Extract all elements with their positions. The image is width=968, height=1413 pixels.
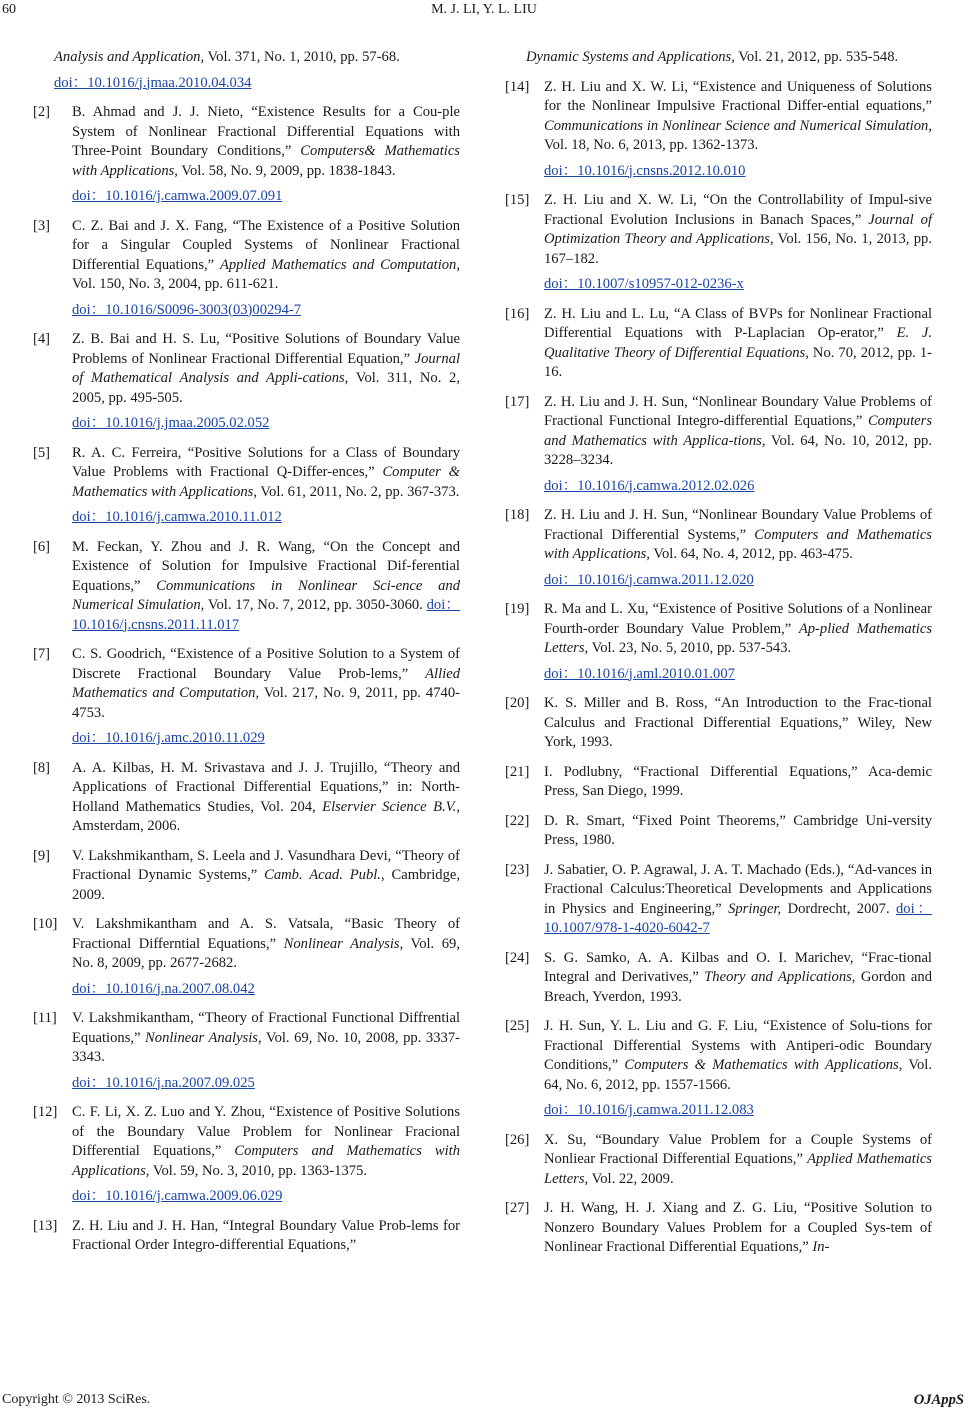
reference-number: [11]: [33, 1010, 57, 1026]
reference-text: Vol. 64, No. 6, 2012, pp. 1557-1566.: [544, 1057, 932, 1093]
reference-entry: [33, 1103, 460, 1207]
reference-text: Vol. 371, No. 1, 2010, pp. 57-68.: [204, 49, 400, 65]
doi-link[interactable]: doi：10.1016/j.na.2007.09.025: [72, 1074, 255, 1091]
reference-source: Communications in Nonlinear Science and Numerical Simulation: [544, 117, 929, 134]
running-header-authors: M. J. LI, Y. L. LIU: [431, 2, 537, 17]
reference-source: Computers& Mathematics with Applications,: [72, 143, 460, 179]
reference-text: V. Lakshmikantham, “Theory of Fractional Functional Diffrential Equations,”: [72, 1010, 460, 1046]
doi-link[interactable]: doi：10.1016/j.na.2007.08.042: [72, 980, 255, 997]
reference-number: [13]: [33, 1217, 58, 1234]
reference-text: Z. H. Liu and X. W. Li, “On the Controllability of Impul-sive Fractional Evolution Inclusions in Banach Spaces,”: [544, 192, 932, 228]
reference-entry: [33, 538, 460, 636]
reference-number: [10]: [33, 916, 58, 932]
reference-text: V. Lakshmikantham, S. Leela and J. Vasundhara Devi, “Theory of Fractional Dynamic Systems,”: [72, 847, 460, 883]
reference-number: [18]: [505, 507, 530, 523]
reference-number: [20]: [505, 695, 530, 711]
reference-text: M. Feckan, Y. Zhou and J. R. Wang, “On the Concept and Existence of Solution for Impulsive Fractional Dif-ferential Equations,”: [72, 538, 460, 594]
reference-text: Z. H. Liu and J. H. Sun, “Nonlinear Boundary Value Problems of Fractional Functional Integro-differential Equations,”: [544, 393, 932, 429]
reference-text: J. H. Wang, H. J. Xiang and Z. G. Liu, “Positive Solution to Nonzero Boundary Values Problem for a Coupled Sys-tem of Nonlinear Fractional Differential Equations,”: [544, 1200, 932, 1255]
doi-link[interactable]: doi：10.1016/j.camwa.2010.11.012: [72, 509, 282, 525]
reference-text: J. H. Sun, Y. L. Liu and G. F. Liu, “Existence of Solu-tions for Fractional Differential Systems with Antiperi-odic Boundary Conditions,”: [544, 1018, 932, 1073]
doi-link[interactable]: doi：10.1007/978-1-4020-6042-7: [544, 900, 932, 936]
reference-number: [15]: [505, 192, 530, 208]
reference-source: In-: [812, 1239, 830, 1255]
reference-text: X. Su, “Boundary Value Problem for a Couple Systems of Nonliear Fractional Differential Equations,”: [544, 1131, 932, 1167]
doi-link[interactable]: doi：10.1007/s10957-012-0236-x: [544, 276, 744, 292]
reference-entry: [505, 812, 932, 851]
reference-text: B. Ahmad and J. J. Nieto, “Existence Results for a Cou-ple System of Nonlinear Fractional Differential Equations with Three-Point Boundary Conditions,”: [72, 104, 460, 159]
reference-number: [12]: [33, 1104, 58, 1120]
reference-text: Z. H. Liu and J. H. Han, “Integral Boundary Value Prob-lems for Fractional Order Integro-differential Equations,”: [72, 1217, 460, 1253]
doi-link[interactable]: doi：10.1016/j.camwa.2012.02.026: [544, 477, 755, 494]
reference-source: Computer & Mathematics with Applications,: [72, 464, 460, 500]
reference-text: Vol. 69, No. 10, 2008, pp. 3337-3343.: [72, 1029, 460, 1065]
reference-entry: [505, 600, 932, 684]
reference-source: Elservier Science B.V.: [322, 798, 457, 815]
reference-number: [5]: [33, 444, 51, 461]
reference-text: Z. H. Liu and J. H. Sun, “Nonlinear Boundary Value Problems of Fractional Differential Systems,”: [544, 507, 932, 543]
reference-number: [4]: [33, 331, 51, 347]
reference-number: [23]: [505, 861, 530, 878]
reference-source: Journal of Optimization Theory and Applications: [544, 211, 932, 247]
reference-source: Theory and Applications,: [704, 969, 856, 985]
reference-text: Vol. 23, No. 5, 2010, pp. 537-543.: [588, 640, 792, 656]
reference-source: Computers and Mathematics with Applications,: [72, 1143, 460, 1179]
reference-text: , Cambridge, 2009.: [72, 867, 460, 903]
reference-text: Vol. 217, No. 9, 2011, pp. 4740-4753.: [72, 685, 460, 721]
doi-link[interactable]: doi：10.1016/j.camwa.2011.12.083: [544, 1102, 754, 1118]
reference-number: [19]: [505, 601, 530, 617]
doi-link[interactable]: doi：10.1016/j.camwa.2011.12.020: [544, 571, 754, 588]
reference-source: Communications in Nonlinear Sci-ence and Numerical Simulation,: [72, 577, 460, 613]
reference-text: I. Podlubny, “Fractional Differential Equations,” Aca-demic Press, San Diego, 1999.: [544, 763, 932, 799]
reference-entry: [505, 1199, 932, 1258]
reference-entry: [33, 217, 460, 321]
reference-entry: [505, 861, 932, 939]
references-column-left: [33, 48, 460, 1266]
reference-entry: [33, 103, 460, 207]
reference-entry: [54, 48, 460, 93]
reference-number: [27]: [505, 1200, 530, 1216]
reference-text: J. Sabatier, O. P. Agrawal, J. A. T. Machado (Eds.), “Ad-vances in Fractional Calculus:Theoretical Developments and Applications in Physics and Engineering,”: [544, 861, 932, 917]
reference-source: Springer,: [728, 900, 782, 917]
reference-number: [9]: [33, 847, 51, 864]
reference-text: Vol. 61, 2011, No. 2, pp. 367-373.: [256, 483, 460, 500]
doi-link[interactable]: doi：10.1016/j.amc.2010.11.029: [72, 730, 265, 746]
doi-link[interactable]: doi：10.1016/S0096-3003(03)00294-7: [72, 301, 302, 318]
reference-text: Vol. 69, No. 8, 2009, pp. 2677-2682.: [72, 935, 460, 971]
reference-source: Applied Mathematics Letters: [544, 1151, 932, 1187]
reference-text: , Vol. 156, No. 1, 2013, pp. 167–182.: [544, 231, 932, 267]
reference-entry: [33, 847, 460, 906]
reference-text: , Amsterdam, 2006.: [72, 798, 460, 834]
reference-text: , Vol. 22, 2009.: [584, 1170, 674, 1187]
reference-number: [26]: [505, 1131, 530, 1148]
reference-number: [16]: [505, 305, 530, 322]
reference-source: Nonlinear Analysis,: [145, 1029, 262, 1046]
doi-link[interactable]: doi：10.1016/j.jmaa.2010.04.034: [54, 74, 252, 91]
reference-text: , Vol. 64, No. 10, 2012, pp. 3228–3234.: [544, 432, 932, 468]
reference-source: Ap-plied Mathematics Letters,: [544, 620, 933, 656]
reference-source: Computers and Mathematics with Applica-tions: [544, 413, 932, 449]
reference-text: Vol. 311, No. 2, 2005, pp. 495-505.: [72, 370, 460, 406]
reference-text: Vol. 59, No. 3, 2010, pp. 1363-1375.: [149, 1162, 368, 1179]
reference-entry: [505, 506, 932, 590]
doi-link[interactable]: doi：10.1016/j.camwa.2009.06.029: [72, 1188, 283, 1204]
reference-text: Z. B. Bai and H. S. Lu, “Positive Solutions of Boundary Value Problems of Nonlinear Fractional Differential Equation,”: [72, 331, 460, 367]
reference-number: [2]: [33, 104, 51, 120]
reference-number: [22]: [505, 812, 530, 829]
reference-text: Vol. 21, 2012, pp. 535-548.: [734, 49, 899, 65]
reference-text: R. A. C. Ferreira, “Positive Solutions for a Class of Boundary Value Problems with Fractional Q-Differ-ences,”: [72, 444, 460, 480]
references-column-right: [505, 48, 932, 1268]
reference-text: V. Lakshmikantham and A. S. Vatsala, “Basic Theory of Fractional Differntial Equations,”: [72, 916, 460, 952]
reference-text: Vol. 64, No. 4, 2012, pp. 463-475.: [649, 546, 853, 562]
reference-source: Analysis and Application,: [54, 49, 205, 65]
reference-entry: [526, 48, 932, 68]
reference-text: , Vol. 18, No. 6, 2013, pp. 1362-1373.: [544, 117, 932, 153]
reference-number: [3]: [33, 217, 51, 234]
reference-source: Computers & Mathematics with Applications,: [624, 1057, 903, 1073]
reference-entry: [505, 191, 932, 295]
reference-entry: [33, 1009, 460, 1093]
reference-text: C. Z. Bai and J. X. Fang, “The Existence of a Positive Solution for a Singular Coupled Systems of Nonlinear Fractional Differential Equations,”: [72, 217, 460, 273]
reference-source: E. J. Qualitative Theory of Differential Equations: [544, 325, 933, 361]
doi-link[interactable]: doi：10.1016/j.camwa.2009.07.091: [72, 188, 283, 204]
reference-number: [24]: [505, 949, 530, 966]
reference-entry: [33, 1217, 460, 1256]
reference-entry: [505, 1017, 932, 1121]
doi-link[interactable]: doi：10.1016/j.jmaa.2005.02.052: [72, 415, 270, 431]
doi-link[interactable]: doi：10.1016/j.aml.2010.01.007: [544, 665, 735, 682]
reference-source: Allied Mathematics and Computation,: [72, 665, 460, 701]
reference-text: S. G. Samko, A. A. Kilbas and O. I. Marichev, “Frac-tional Integral and Derivatives,”: [544, 949, 932, 985]
reference-number: [7]: [33, 646, 51, 662]
journal-footer: OJAppS: [913, 1392, 964, 1408]
reference-text: Vol. 150, No. 3, 2004, pp. 611-621.: [72, 276, 279, 292]
reference-entry: [33, 915, 460, 999]
reference-source: Camb. Acad. Publ.: [264, 867, 381, 883]
doi-link[interactable]: doi：10.1016/j.cnsns.2012.10.010: [544, 162, 746, 179]
copyright-footer: Copyright © 2013 SciRes.: [2, 1392, 151, 1407]
reference-text: , No. 70, 2012, pp. 1-16.: [544, 344, 933, 380]
doi-link[interactable]: doi：10.1016/j.cnsns.2011.11.017: [72, 597, 461, 633]
reference-text: Gordon and Breach, Yverdon, 1993.: [544, 969, 932, 1005]
reference-entry: [33, 330, 460, 434]
reference-text: C. F. Li, X. Z. Luo and Y. Zhou, “Existence of Positive Solutions of the Boundary Value Problem for Nonlinear Fracional Differential Equations,”: [72, 1104, 460, 1159]
reference-text: A. A. Kilbas, H. M. Srivastava and J. J. Trujillo, “Theory and Applications of Fractional Differential Equations,” in: North-Holland Mathematics Studies, Vol. 204,: [72, 759, 460, 815]
reference-text: Vol. 58, No. 9, 2009, pp. 1838-1843.: [177, 162, 396, 179]
reference-entry: [33, 444, 460, 528]
reference-entry: [505, 949, 932, 1008]
reference-text: Z. H. Liu and X. W. Li, “Existence and Uniqueness of Solutions for the Nonlinear Impulsive Fractional Differ-ential equations,”: [544, 78, 932, 114]
reference-entry: [33, 759, 460, 837]
reference-text: K. S. Miller and B. Ross, “An Introduction to the Frac-tional Calculus and Fractional Differential Equations,” Wiley, New York, 1993.: [544, 695, 932, 750]
reference-source: Applied Mathematics and Computation,: [219, 256, 461, 273]
reference-number: [6]: [33, 538, 51, 555]
reference-text: D. R. Smart, “Fixed Point Theorems,” Cambridge Uni-versity Press, 1980.: [544, 812, 932, 848]
reference-entry: [505, 1131, 932, 1190]
reference-number: [14]: [505, 78, 530, 95]
reference-entry: [505, 694, 932, 753]
reference-source: Dynamic Systems and Applications,: [526, 49, 735, 65]
page-number: 60: [2, 2, 16, 17]
reference-number: [8]: [33, 759, 51, 776]
reference-source: Nonlinear Analysis,: [283, 935, 404, 952]
reference-source: Journal of Mathematical Analysis and Appli-cations,: [72, 350, 460, 386]
reference-entry: [33, 645, 460, 749]
reference-text: Vol. 17, No. 7, 2012, pp. 3050-3060.: [204, 597, 423, 613]
reference-entry: [505, 78, 932, 182]
reference-text: Z. H. Liu and L. Lu, “A Class of BVPs for Nonlinear Fractional Differential Equations with P-Laplacian Op-erator,”: [544, 305, 932, 341]
reference-entry: [505, 393, 932, 497]
reference-number: [25]: [505, 1018, 530, 1034]
reference-entry: [505, 763, 932, 802]
reference-entry: [505, 305, 932, 383]
reference-source: Computers and Mathematics with Applications,: [544, 526, 932, 562]
reference-text: Dordrecht, 2007.: [781, 900, 896, 917]
reference-text: C. S. Goodrich, “Existence of a Positive Solution to a System of Discrete Fractional Boundary Value Prob-lems,”: [72, 646, 460, 682]
reference-text: R. Ma and L. Xu, “Existence of Positive Solutions of a Nonlinear Fourth-order Boundary Value Problem,”: [544, 601, 932, 637]
reference-number: [17]: [505, 393, 530, 410]
reference-number: [21]: [505, 763, 530, 780]
